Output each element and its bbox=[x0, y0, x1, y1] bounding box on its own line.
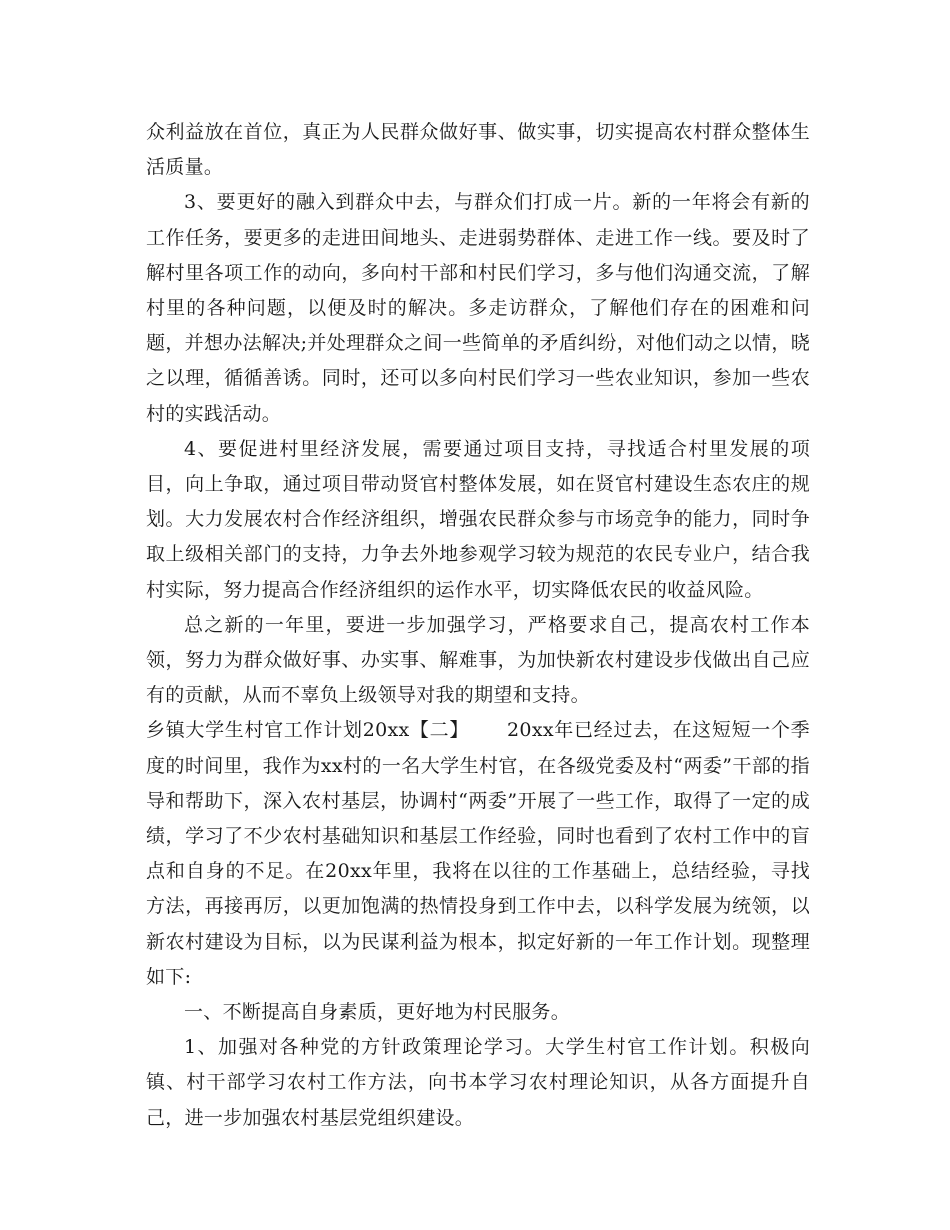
document-page bbox=[146, 115, 810, 1136]
paragraph-point-1-1: 1、加强对各种党的方针政策理论学习。大学生村官工作计划。积极向镇、村干部学习农村工作方法，向书本学习农村理论知识，从各方面提升自己，进一步加强农村基层党组织建设。 bbox=[146, 1036, 810, 1129]
section-intro: 20xx年已经过去，在这短短一个季度的时间里，我作为xx村的一名大学生村官，在各级党委及村“两委”干部的指导和帮助下，深入农村基层，协调村“两委”开展了一些工作，取得了一定的成绩，学习了不少农村基础知识和基层工作经验，同时也看到了农村工作中的盲点和自身的不足。在20xx年里，我将在以往的工作基础上，总结经验，寻找方法，再接再厉，以更加饱满的热情投身到工作中去，以科学发展为统领，以新农村建设为目标，以为民谋利益为根本，拟定好新的一年工作计划。现整理如下: bbox=[146, 719, 810, 988]
paragraph-point-1: 一、不断提高自身素质，更好地为村民服务。 bbox=[184, 1001, 571, 1024]
section-heading-paragraph bbox=[146, 713, 810, 995]
paragraph-summary: 总之新的一年里，要进一步加强学习，严格要求自己，提高农村工作本领，努力为群众做好事、办实事、解难事，为加快新农村建设步伐做出自己应有的贡献，从而不辜负上级领导对我的期望和支持。 bbox=[146, 613, 810, 707]
paragraph-item-3: 3、要更好的融入到群众中去，与群众们打成一片。新的一年将会有新的工作任务，要更多的走进田间地头、走进弱势群体、走进工作一线。要及时了解村里各项工作的动向，多向村干部和村民们学习，多与他们沟通交流，了解村里的各种问题，以便及时的解决。多走访群众，了解他们存在的困难和问题，并想办法解决;并处理群众之间一些简单的矛盾纠纷，对他们动之以情，晓之以理，循循善诱。同时，还可以多向村民们学习一些农业知识，参加一些农村的实践活动。 bbox=[146, 191, 810, 425]
paragraph-item-4: 4、要促进村里经济发展，需要通过项目支持，寻找适合村里发展的项目，向上争取，通过项目带动贤官村整体发展，如在贤官村建设生态农庄的规划。大力发展农村合作经济组织，增强农民群众参与市场竞争的能力，同时争取上级相关部门的支持，力争去外地参观学习较为规范的农民专业户，结合我村实际，努力提高合作经济组织的运作水平，切实降低农民的收益风险。 bbox=[146, 437, 810, 601]
section-heading: 乡镇大学生村官工作计划20xx【二】 bbox=[146, 719, 470, 742]
paragraph-continuation: 众利益放在首位，真正为人民群众做好事、做实事，切实提高农村群众整体生活质量。 bbox=[146, 121, 810, 179]
